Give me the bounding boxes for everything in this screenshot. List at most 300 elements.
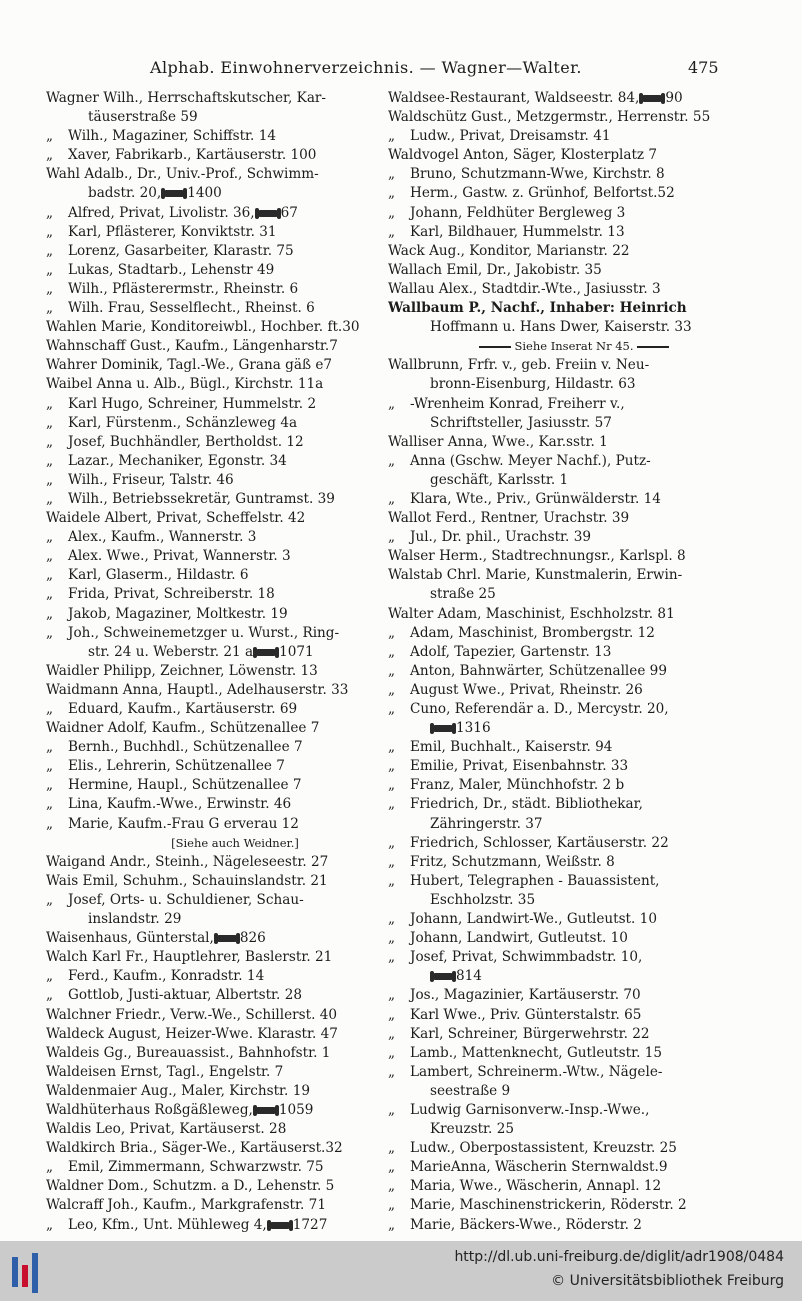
source-url[interactable]: http://dl.ub.uni-freiburg.de/diglit/adr1908/0484: [454, 1249, 784, 1265]
directory-entry-line: [388, 1177, 760, 1196]
directory-entry-line: [388, 337, 760, 356]
ditto-mark: „: [388, 395, 396, 412]
directory-entry-line: [388, 1216, 760, 1235]
entry-text: Lorenz, Gasarbeiter, Klarastr. 75: [68, 242, 294, 259]
entry-text: Alfred, Privat, Livolistr. 36,: [68, 204, 255, 221]
entry-text: Ferd., Kaufm., Konradstr. 14: [68, 968, 265, 985]
entry-text: Wallbaum P., Nachf., Inhaber: Heinrich: [388, 300, 687, 317]
directory-entry-line: [388, 89, 760, 108]
directory-entry-line: [388, 967, 760, 986]
directory-entry-line: [46, 891, 424, 910]
entry-text: Walcraff Joh., Kaufm., Markgrafenstr. 71: [46, 1197, 326, 1214]
entry-text: Waidmann Anna, Hauptl., Adelhauserstr. 33: [46, 681, 349, 698]
ditto-mark: „: [46, 147, 54, 164]
directory-entry-line: [388, 204, 760, 223]
directory-entry-line: [46, 585, 424, 604]
directory-entry-line: [388, 165, 760, 184]
directory-entry-line: [46, 299, 424, 318]
entry-text: August Wwe., Privat, Rheinstr. 26: [410, 681, 643, 698]
ditto-mark: „: [388, 796, 396, 813]
directory-entry-line: [388, 681, 760, 700]
directory-entry-line: [388, 490, 760, 509]
directory-entry-line: [388, 815, 760, 834]
directory-entry-line: [388, 108, 760, 127]
directory-entry-line: [46, 1139, 424, 1158]
entry-text: Waldsee-Restaurant, Waldseestr. 84,: [388, 90, 640, 106]
entry-text: Waldeisen Ernst, Tagl., Engelstr. 7: [46, 1063, 284, 1080]
ditto-mark: „: [46, 586, 54, 603]
directory-entry-line: [46, 776, 424, 795]
directory-entry-line: [46, 624, 424, 643]
ditto-mark: „: [46, 701, 54, 717]
entry-text: Waldner Dom., Schutzm. a D., Lehenstr. 5: [46, 1178, 335, 1195]
ditto-mark: „: [46, 395, 54, 412]
directory-entry-line: [388, 547, 760, 566]
directory-entry-line: [46, 127, 424, 146]
entry-text: Waldis Leo, Privat, Kartäuserst. 28: [46, 1121, 287, 1138]
ditto-mark: „: [46, 777, 54, 794]
entry-text: Wallbrunn, Frfr. v., geb. Freiin v. Neu-: [388, 357, 650, 374]
directory-entry-line: [46, 1082, 424, 1101]
entry-text: Waldhüterhaus Roßgäßleweg,: [46, 1101, 253, 1118]
entry-text: Wahlen Marie, Konditoreiwbl., Hochber. ft.30: [46, 319, 360, 336]
telephone-icon: [432, 725, 454, 732]
entry-text: Jakob, Magaziner, Moltkestr. 19: [68, 605, 288, 622]
directory-entry-line: [388, 318, 760, 337]
entry-text: Wais Emil, Schuhm., Schauinslandstr. 21: [46, 872, 328, 889]
ditto-mark: „: [46, 300, 54, 317]
directory-entry-line: [46, 1158, 424, 1177]
directory-entry-line: [46, 414, 424, 433]
entry-text: Eschholzstr. 35: [430, 891, 536, 908]
logo-bar: [32, 1253, 38, 1293]
ditto-mark: „: [46, 567, 54, 584]
directory-entry-line: [46, 1006, 424, 1025]
directory-entry-line: [46, 356, 424, 375]
directory-entry-line: [388, 1025, 760, 1044]
ditto-mark: „: [46, 968, 54, 985]
entry-text: seestraße 9: [430, 1082, 511, 1099]
directory-entry-line: [388, 1006, 760, 1025]
entry-text: Lazar., Mechaniker, Egonstr. 34: [68, 452, 287, 469]
entry-text: Wahnschaff Gust., Kaufm., Längenharstr.7: [46, 338, 338, 355]
directory-entry-line: [388, 566, 760, 585]
rule-line: [637, 346, 669, 348]
entry-text: -Wrenheim Konrad, Freiherr v.,: [410, 395, 625, 412]
ditto-mark: „: [46, 204, 54, 221]
entry-text: Ludwig Garnisonverw.-Insp.-Wwe.,: [410, 1101, 650, 1118]
directory-entry-line: [388, 242, 760, 261]
directory-entry-line: [46, 1044, 424, 1063]
entry-text: Josef, Orts- u. Schuldiener, Schau-: [68, 891, 304, 908]
directory-entry-line: [46, 834, 424, 853]
telephone-icon: [641, 95, 663, 102]
entry-text: Elis., Lehrerin, Schützenallee 7: [68, 758, 285, 775]
directory-entry-line: [388, 853, 760, 872]
directory-entry-line: [46, 89, 424, 108]
entry-text: Waidele Albert, Privat, Scheffelstr. 42: [46, 510, 306, 527]
ditto-mark: „: [388, 452, 396, 469]
entry-text: Walliser Anna, Wwe., Kar.sstr. 1: [388, 433, 608, 450]
directory-entry-line: [388, 986, 760, 1005]
telephone-number: 67: [280, 204, 298, 221]
entry-text: Emil, Buchhalt., Kaiserstr. 94: [410, 739, 613, 756]
entry-text: Hermine, Haupl., Schützenallee 7: [68, 777, 302, 794]
entry-text: Wallau Alex., Stadtdir.-Wte., Jasiusstr. 3: [388, 280, 661, 297]
directory-entry-line: [388, 834, 760, 853]
ditto-mark: „: [46, 471, 54, 488]
directory-entry-line: [388, 1196, 760, 1215]
entry-text: Josef, Buchhändler, Bertholdst. 12: [68, 433, 304, 450]
directory-entry-line: [46, 967, 424, 986]
ditto-mark: „: [388, 872, 396, 889]
ditto-mark: „: [388, 987, 396, 1004]
directory-entry-line: [388, 184, 760, 203]
telephone-icon: [216, 935, 238, 942]
entry-text: Walter Adam, Maschinist, Eschholzstr. 81: [388, 605, 675, 622]
entry-text: Karl, Pflästerer, Konviktstr. 31: [68, 223, 277, 240]
ditto-mark: „: [46, 548, 54, 565]
telephone-number: 1071: [279, 643, 314, 660]
ditto-mark: „: [46, 796, 54, 813]
entry-text: Emil, Zimmermann, Schwarzwstr. 75: [68, 1159, 324, 1176]
directory-entry-line: [46, 395, 424, 414]
entry-text: Jul., Dr. phil., Urachstr. 39: [410, 529, 591, 546]
directory-entry-line: [46, 509, 424, 528]
ditto-mark: „: [388, 777, 396, 794]
entry-text: Lukas, Stadtarb., Lehenstr 49: [68, 261, 275, 278]
directory-entry-line: [388, 1120, 760, 1139]
directory-entry-line: [46, 566, 424, 585]
ditto-mark: „: [388, 529, 396, 546]
ditto-mark: „: [388, 1178, 396, 1195]
ditto-mark: „: [388, 1140, 396, 1157]
directory-entry-line: [46, 700, 424, 719]
entry-text: MarieAnna, Wäscherin Sternwaldst.9: [410, 1159, 668, 1176]
ditto-mark: „: [388, 490, 396, 507]
directory-entry-line: [388, 280, 760, 299]
directory-entry-line: [46, 795, 424, 814]
ditto-mark: „: [388, 624, 396, 641]
ditto-mark: „: [46, 223, 54, 240]
entry-text: Waldschütz Gust., Metzgermstr., Herrenstr. 55: [388, 109, 711, 126]
directory-entry-line: [46, 719, 424, 738]
directory-entry-line: [388, 452, 760, 471]
directory-entry-line: [388, 146, 760, 165]
directory-entry-line: [46, 452, 424, 471]
telephone-number: 826: [239, 930, 266, 947]
ditto-mark: „: [388, 1216, 396, 1233]
telephone-icon: [269, 1222, 291, 1229]
entry-text: Klara, Wte., Priv., Grünwälderstr. 14: [410, 490, 661, 507]
entry-text: Marie, Kaufm.-Frau G erverau 12: [68, 815, 299, 832]
ditto-mark: „: [46, 529, 54, 546]
entry-text: Wilh., Pflästerermstr., Rheinstr. 6: [68, 280, 299, 297]
ditto-mark: „: [46, 128, 54, 145]
entry-text: Wack Aug., Konditor, Marianstr. 22: [388, 242, 630, 259]
directory-entry-line: [46, 1196, 424, 1215]
directory-entry-line: [46, 1120, 424, 1139]
directory-entry-line: [388, 433, 760, 452]
ditto-mark: „: [388, 853, 396, 870]
directory-entry-line: [388, 585, 760, 604]
ditto-mark: „: [46, 280, 54, 297]
entry-text: Waidler Philipp, Zeichner, Löwenstr. 13: [46, 662, 318, 679]
entry-text: Walstab Chrl. Marie, Kunstmalerin, Erwin-: [388, 567, 683, 584]
directory-entry-line: [46, 184, 424, 203]
directory-entry-line: [46, 681, 424, 700]
entry-text: Josef, Privat, Schwimmbadstr. 10,: [410, 949, 643, 966]
entry-text: Wahrer Dominik, Tagl.-We., Grana gäß e7: [46, 357, 333, 374]
entry-text: geschäft, Karlsstr. 1: [430, 471, 569, 488]
directory-entry-line: [46, 433, 424, 452]
directory-entry-line: [388, 872, 760, 891]
entry-text: Waigand Andr., Steinh., Nägeleseestr. 27: [46, 853, 329, 870]
ditto-mark: „: [46, 1159, 54, 1176]
directory-entry-line: [388, 948, 760, 967]
entry-text: Herm., Gastw. z. Grünhof, Belfortst.52: [410, 185, 675, 202]
entry-text: Marie, Bäckers-Wwe., Röderstr. 2: [410, 1216, 642, 1233]
entry-text: Wahl Adalb., Dr., Univ.-Prof., Schwimm-: [46, 166, 319, 183]
entry-text: Fritz, Schutzmann, Weißstr. 8: [410, 853, 615, 870]
entry-text: bronn-Eisenburg, Hildastr. 63: [430, 376, 636, 393]
directory-entry-line: [46, 547, 424, 566]
entry-text: Franz, Maler, Münchhofstr. 2 b: [410, 777, 625, 794]
ditto-mark: „: [46, 1216, 54, 1233]
entry-text: Leo, Kfm., Unt. Mühleweg 4,: [68, 1216, 267, 1233]
ditto-mark: „: [388, 1006, 396, 1023]
entry-text: Gottlob, Justi-aktuar, Albertstr. 28: [68, 987, 302, 1004]
ditto-mark: „: [46, 261, 54, 278]
entry-text: Wilh. Frau, Sesselflecht., Rheinst. 6: [68, 300, 315, 317]
directory-entry-line: [388, 471, 760, 490]
ditto-mark: „: [46, 891, 54, 908]
ditto-mark: „: [388, 1063, 396, 1080]
entry-text: Walch Karl Fr., Hauptlehrer, Baslerstr. 21: [46, 949, 333, 966]
directory-entry-line: [46, 853, 424, 872]
entry-text: Wilh., Friseur, Talstr. 46: [68, 471, 234, 488]
entry-text: Emilie, Privat, Eisenbahnstr. 33: [410, 758, 629, 775]
directory-entry-line: [46, 471, 424, 490]
ditto-mark: „: [46, 433, 54, 450]
entry-text: täuserstraße 59: [88, 109, 198, 126]
entry-text: Hubert, Telegraphen - Bauassistent,: [410, 872, 660, 889]
entry-text: Karl, Bildhauer, Hummelstr. 13: [410, 223, 625, 240]
entry-text: Johann, Feldhüter Bergleweg 3: [410, 204, 626, 221]
directory-entry-line: [388, 910, 760, 929]
ditto-mark: „: [388, 911, 396, 928]
entry-text: Cuno, Referendär a. D., Mercystr. 20,: [410, 701, 669, 717]
directory-entry-line: [388, 719, 760, 738]
directory-entry-line: [46, 986, 424, 1005]
directory-entry-line: [388, 776, 760, 795]
telephone-icon: [255, 649, 277, 656]
directory-entry-line: [388, 395, 760, 414]
directory-entry-line: [46, 948, 424, 967]
entry-text: Walser Herm., Stadtrechnungsr., Karlspl. 8: [388, 548, 686, 565]
right-column: [388, 89, 760, 1235]
entry-text: Karl Hugo, Schreiner, Hummelstr. 2: [68, 395, 317, 412]
ditto-mark: „: [388, 204, 396, 221]
entry-text: [Siehe auch Weidner.]: [171, 835, 299, 850]
telephone-number: 1727: [292, 1216, 328, 1233]
entry-text: Maria, Wwe., Wäscherin, Annapl. 12: [410, 1178, 662, 1195]
copyright-notice: © Universitätsbibliothek Freiburg: [551, 1273, 784, 1289]
directory-entry-line: [388, 414, 760, 433]
entry-text: Waldeis Gg., Bureauassist., Bahnhofstr. 1: [46, 1044, 331, 1061]
entry-text: Bernh., Buchhdl., Schützenallee 7: [68, 739, 303, 756]
telephone-number: 814: [456, 968, 482, 985]
directory-entry-line: [388, 891, 760, 910]
directory-entry-line: [46, 815, 424, 834]
entry-text: Jos., Magazinier, Kartäuserstr. 70: [410, 987, 641, 1004]
directory-entry-line: [46, 108, 424, 127]
entry-text: Joh., Schweinemetzger u. Wurst., Ring-: [68, 624, 340, 641]
directory-entry-line: [46, 375, 424, 394]
telephone-number: 1400: [187, 185, 222, 202]
entry-text: Karl, Glaserm., Hildastr. 6: [68, 567, 249, 584]
directory-entry-line: [46, 1063, 424, 1082]
page-number: 475: [688, 58, 719, 77]
entry-text: Wallach Emil, Dr., Jakobistr. 35: [388, 261, 602, 278]
directory-entry-line: [388, 605, 760, 624]
logo-bar: [22, 1265, 28, 1287]
entry-text: Zähringerstr. 37: [430, 815, 543, 832]
directory-entry-line: [388, 1082, 760, 1101]
directory-entry-line: [388, 662, 760, 681]
entry-text: Lamb., Mattenknecht, Gutleutstr. 15: [410, 1044, 663, 1061]
entry-text: Anna (Gschw. Meyer Nachf.), Putz-: [410, 452, 651, 469]
entry-text: Johann, Landwirt-We., Gutleutst. 10: [410, 911, 657, 928]
directory-entry-line: [388, 1044, 760, 1063]
directory-entry-line: [46, 757, 424, 776]
directory-entry-line: [388, 1101, 760, 1120]
ditto-mark: „: [46, 987, 54, 1004]
entry-text: Walchner Friedr., Verw.-We., Schillerst. 40: [46, 1006, 338, 1023]
ditto-mark: „: [388, 643, 396, 660]
directory-entry-line: [388, 795, 760, 814]
entry-text: Alex., Kaufm., Wannerstr. 3: [68, 529, 257, 546]
ditto-mark: „: [46, 414, 54, 431]
entry-text: Anton, Bahnwärter, Schützenallee 99: [410, 662, 667, 679]
entry-text: Waisenhaus, Günterstal,: [46, 930, 214, 947]
directory-entry-line: [388, 1158, 760, 1177]
entry-text: Wilh., Betriebssekretär, Guntramst. 39: [68, 490, 335, 507]
directory-entry-line: [46, 662, 424, 681]
entry-text: Hoffmann u. Hans Dwer, Kaiserstr. 33: [430, 319, 692, 336]
entry-text: Adam, Maschinist, Brombergstr. 12: [410, 624, 655, 641]
entry-text: Kreuzstr. 25: [430, 1121, 514, 1138]
ditto-mark: „: [388, 681, 396, 698]
ditto-mark: „: [388, 701, 396, 717]
entry-text: Bruno, Schutzmann-Wwe, Kirchstr. 8: [410, 166, 665, 183]
entry-text: Adolf, Tapezier, Gartenstr. 13: [410, 643, 612, 660]
ditto-mark: „: [388, 1044, 396, 1061]
directory-entry-line: [46, 1101, 424, 1120]
entry-text: inslandstr. 29: [88, 911, 182, 928]
ditto-mark: „: [46, 758, 54, 775]
directory-entry-line: [46, 337, 424, 356]
ditto-mark: „: [46, 490, 54, 507]
ditto-mark: „: [388, 949, 396, 966]
directory-entry-line: [46, 1177, 424, 1196]
entry-text: Xaver, Fabrikarb., Kartäuserstr. 100: [68, 147, 317, 164]
directory-entry-line: [388, 738, 760, 757]
ditto-mark: „: [46, 605, 54, 622]
directory-entry-line: [46, 146, 424, 165]
directory-entry-line: [46, 223, 424, 242]
directory-entry-line: [388, 261, 760, 280]
entry-text: Siehe Inserat Nr 45.: [510, 339, 638, 354]
entry-text: Karl, Fürstenm., Schänzleweg 4a: [68, 414, 298, 431]
entry-text: Karl Wwe., Priv. Günterstalstr. 65: [410, 1006, 642, 1023]
directory-entry-line: [46, 280, 424, 299]
entry-text: str. 24 u. Weberstr. 21 a: [88, 643, 254, 660]
entry-text: Ludw., Oberpostassistent, Kreuzstr. 25: [410, 1140, 677, 1157]
directory-entry-line: [388, 509, 760, 528]
telephone-icon: [257, 210, 279, 217]
footer-bar: [0, 1241, 802, 1301]
directory-entry-line: [46, 528, 424, 547]
entry-text: Schriftsteller, Jasiusstr. 57: [430, 414, 612, 431]
telephone-number: 1316: [456, 720, 491, 737]
entry-text: Wilh., Magaziner, Schiffstr. 14: [68, 128, 277, 145]
ditto-mark: „: [388, 128, 396, 145]
entry-text: Friedrich, Schlosser, Kartäuserstr. 22: [410, 834, 669, 851]
entry-text: Wagner Wilh., Herrschaftskutscher, Kar-: [46, 90, 327, 106]
directory-entry-line: [388, 356, 760, 375]
entry-text: Lina, Kaufm.-Wwe., Erwinstr. 46: [68, 796, 292, 813]
directory-entry-line: [46, 1216, 424, 1235]
telephone-icon: [163, 190, 185, 197]
telephone-icon: [255, 1107, 277, 1114]
running-head: Alphab. Einwohnerverzeichnis. — Wagner—Walter.: [150, 58, 582, 77]
entry-text: Waldvogel Anton, Säger, Klosterplatz 7: [388, 147, 658, 164]
entry-text: Frida, Privat, Schreiberstr. 18: [68, 586, 275, 603]
directory-entry-line: [46, 261, 424, 280]
entry-text: Johann, Landwirt, Gutleutst. 10: [410, 930, 628, 947]
ditto-mark: „: [388, 662, 396, 679]
entry-text: Ludw., Privat, Dreisamstr. 41: [410, 128, 611, 145]
directory-entry-line: [46, 643, 424, 662]
directory-entry-line: [388, 127, 760, 146]
directory-entry-line: [388, 375, 760, 394]
directory-entry-line: [46, 204, 424, 223]
directory-entry-line: [46, 1025, 424, 1044]
ditto-mark: „: [388, 1159, 396, 1176]
directory-entry-line: [388, 1139, 760, 1158]
ub-freiburg-logo: [10, 1253, 46, 1293]
entry-text: Waldkirch Bria., Säger-We., Kartäuserst.32: [46, 1140, 343, 1157]
directory-entry-line: [46, 605, 424, 624]
directory-entry-line: [388, 528, 760, 547]
entry-text: Marie, Maschinenstrickerin, Röderstr. 2: [410, 1197, 687, 1214]
ditto-mark: „: [46, 815, 54, 832]
ditto-mark: „: [388, 930, 396, 947]
directory-entry-line: [388, 700, 760, 719]
directory-entry-line: [46, 318, 424, 337]
directory-entry-line: [388, 643, 760, 662]
entry-text: Eduard, Kaufm., Kartäuserstr. 69: [68, 701, 298, 717]
directory-entry-line: [46, 165, 424, 184]
ditto-mark: „: [388, 223, 396, 240]
left-column: [46, 89, 424, 1235]
ditto-mark: „: [46, 452, 54, 469]
ditto-mark: „: [388, 834, 396, 851]
directory-entry-line: [388, 757, 760, 776]
telephone-icon: [432, 973, 454, 980]
directory-entry-line: [388, 223, 760, 242]
